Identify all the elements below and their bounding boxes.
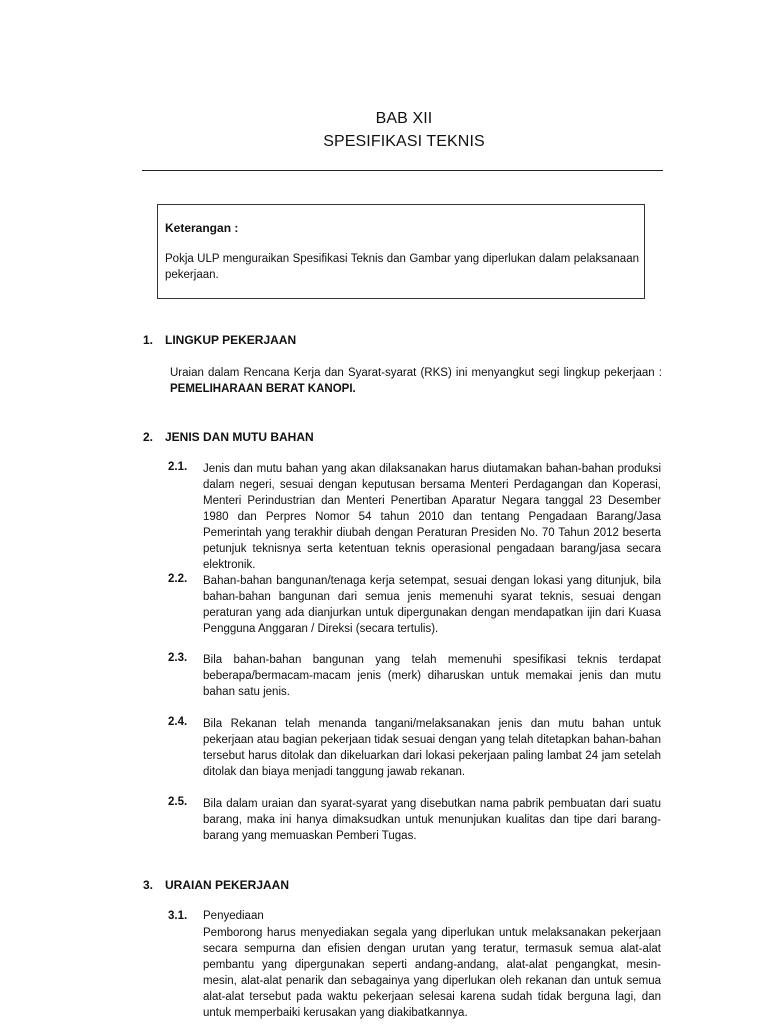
section-3-heading [143, 878, 289, 892]
section-title: URAIAN PEKERJAAN [165, 878, 290, 892]
section-number: 2. [143, 430, 154, 444]
item-text: Bahan-bahan bangunan/tenaga kerja setempat, sesuai dengan lokasi yang ditunjuk, bila bahan-bahan bangunan dari semua jenis memenuhi syarat teknis, sesuai dengan peraturan yang ada dianjurkan untuk dipergunakan dengan mendapatkan ijin dari Kuasa Pengguna Anggaran / Direksi (secara tertulis). [203, 575, 661, 635]
item-text: Bila bahan-bahan bangunan yang telah memenuhi spesifikasi teknis terdapat beberapa/bermacam-macam jenis (merk) diharuskan untuk memakai jenis dan mutu bahan satu jenis. [203, 654, 661, 698]
scope-text: Uraian dalam Rencana Kerja dan Syarat-syarat (RKS) ini menyangkut segi lingkup pekerjaan : [170, 367, 662, 379]
scope-project-name: PEMELIHARAAN BERAT KANOPI. [170, 383, 356, 395]
title-divider [142, 170, 663, 171]
item-number: 2.5. [168, 796, 188, 808]
item-heading: Penyediaan [203, 910, 264, 922]
item-text: Bila dalam uraian dan syarat-syarat yang disebutkan nama pabrik pembuatan dari suatu barang, maka ini hanya dimaksudkan untuk menunjukan kualitas dan tipe dari barang-barang yang memuaskan Pemberi Tugas. [203, 798, 661, 842]
item-number: 3.1. [168, 910, 188, 922]
item-text: Jenis dan mutu bahan yang akan dilaksanakan harus diutamakan bahan-bahan produksi dalam negeri, sesuai dengan keputusan bersama Menteri Perdagangan dan Koperasi, Menteri Perindustrian dan Menteri Penertiban Aparatur Negara tanggal 23 Desember 1980 dan Perpres Nomor 54 tahun 2010 dan tentang Pengadaan Barang/Jasa Pemerintah yang terakhir diubah dengan Peraturan Presiden No. 70 Tahun 2012 beserta petunjuk teknisnya serta ketentuan teknis operasional pengadaan barang/jasa secara elektronik. [203, 463, 661, 571]
section-1-heading [143, 333, 296, 347]
section-title: LINGKUP PEKERJAAN [165, 333, 297, 347]
document-title: SPESIFIKASI TEKNIS [323, 133, 485, 150]
item-number: 2.2. [168, 573, 188, 585]
item-number: 2.4. [168, 716, 188, 728]
item-text: Bila Rekanan telah menanda tangani/melaksanakan jenis dan mutu bahan untuk pekerjaan atau bagian pekerjaan tidak sesuai dengan yang telah ditetapkan bahan-bahan tersebut harus ditolak dan dikeluarkan dari lokasi pekerjaan paling lambat 24 jam setelah ditolak dan biaya menjadi tanggung jawab rekanan. [203, 718, 661, 778]
section-2-heading [143, 430, 314, 444]
item-number: 2.3. [168, 652, 188, 664]
item-text: Pemborong harus menyediakan segala yang diperlukan untuk melaksanakan pekerjaan secara sempurna dan efisien dengan urutan yang teratur, termasuk semua alat-alat pembantu yang dipergunakan seperti andang-andang, alat-alat pengangkat, mesin-mesin, alat-alat penarik dan sebagainya yang diperlukan oleh rekanan dan untuk semua alat-alat tersebut pada waktu pekerjaan selesai karena sudah tidak berguna lagi, dan untuk memperbaiki kerusakan yang diakibatkannya. [203, 927, 661, 1019]
chapter-heading: BAB XII [375, 110, 433, 127]
section-number: 1. [143, 333, 154, 347]
item-number: 2.1. [168, 461, 188, 473]
note-label: Keterangan : [165, 221, 239, 235]
section-1-paragraph [170, 365, 662, 397]
section-number: 3. [143, 878, 154, 892]
section-title: JENIS DAN MUTU BAHAN [165, 430, 314, 444]
note-text: Pokja ULP menguraikan Spesifikasi Teknis dan Gambar yang diperlukan dalam pelaksanaan pekerjaan. [165, 253, 639, 281]
note-box [157, 204, 645, 299]
